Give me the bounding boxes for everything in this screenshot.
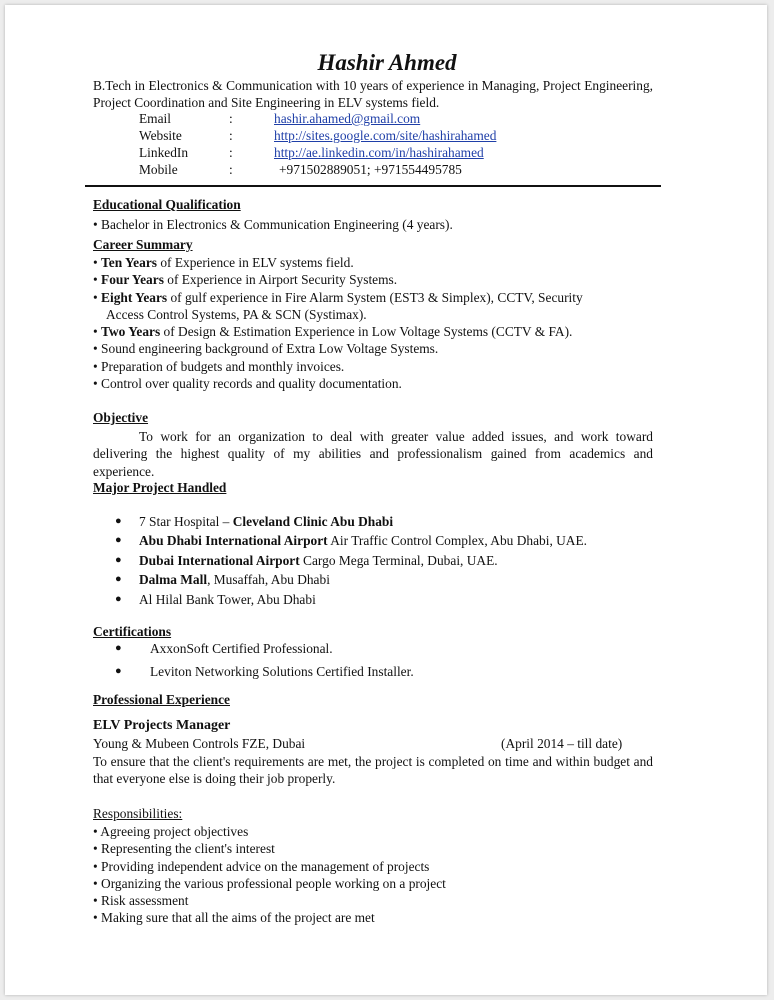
linkedin-link[interactable]: http://ae.linkedin.com/in/hashirahamed xyxy=(274,145,484,160)
contact-label: Website xyxy=(139,128,182,143)
list-item: • Representing the client's interest xyxy=(93,841,275,857)
list-item: • Four Years of Experience in Airport Security Systems. xyxy=(93,272,398,288)
employment-period: (April 2014 – till date) xyxy=(501,736,623,751)
candidate-name: Hashir Ahmed xyxy=(317,50,457,75)
list-item: • Preparation of budgets and monthly invoices. xyxy=(93,358,345,374)
contact-linkedin xyxy=(139,145,619,162)
list-item: • Two Years of Design & Estimation Experience in Low Voltage Systems (CCTV & FA). xyxy=(93,324,573,340)
objective-text: To work for an organization to deal with greater value added issues, and work toward delivering the highest quality of my abilities and professionalism gained from academics and experience. xyxy=(93,429,653,479)
bullet-icon: ● xyxy=(115,553,122,566)
contact-label: LinkedIn xyxy=(139,145,189,160)
section-heading-education: Educational Qualification xyxy=(93,197,241,212)
career-list xyxy=(93,254,653,392)
list-item-continuation: Access Control Systems, PA & SCN (Systimax). xyxy=(106,306,367,322)
list-item: • Making sure that all the aims of the project are met xyxy=(93,910,375,926)
list-item: • Organizing the various professional people working on a project xyxy=(93,875,446,891)
company-name: Young & Mubeen Controls FZE, Dubai xyxy=(93,736,306,751)
contact-email xyxy=(139,111,619,128)
header-divider xyxy=(85,185,661,187)
list-item: • Providing independent advice on the management of projects xyxy=(93,858,430,874)
contact-separator: : xyxy=(229,111,233,126)
job-title: ELV Projects Manager xyxy=(93,718,231,733)
education-list xyxy=(93,216,653,233)
responsibilities-list xyxy=(93,823,653,927)
job-description: To ensure that the client's requirements are met, the project is completed on time and within budget and that everyone else is doing their job properly. xyxy=(93,754,653,787)
section-heading-objective: Objective xyxy=(93,410,149,425)
list-item: • Sound engineering background of Extra Low Voltage Systems. xyxy=(93,341,439,357)
bullet-icon: ● xyxy=(115,534,122,547)
contact-label: Mobile xyxy=(139,162,178,177)
section-heading-certifications: Certifications xyxy=(93,624,172,639)
list-item: • Bachelor in Electronics & Communication Engineering (4 years). xyxy=(93,217,453,232)
list-item: • Ten Years of Experience in ELV systems field. xyxy=(93,255,354,270)
contact-website xyxy=(139,128,619,145)
mobile-number: +971502889051; +971554495785 xyxy=(279,162,462,177)
bullet-icon: ● xyxy=(115,573,122,586)
list-item: • Control over quality records and quality documentation. xyxy=(93,376,402,392)
responsibilities-heading: Responsibilities: xyxy=(93,806,183,821)
bullet-icon: ● xyxy=(115,642,122,654)
bullet-icon: ● xyxy=(115,515,122,527)
list-item: • Agreeing project objectives xyxy=(93,824,249,839)
contact-mobile xyxy=(139,162,619,179)
list-item: • Eight Years of gulf experience in Fire Alarm System (EST3 & Simplex), CCTV, Security xyxy=(93,289,583,305)
contact-block xyxy=(139,111,619,179)
website-link[interactable]: http://sites.google.com/site/hashirahamed xyxy=(274,128,497,143)
section-heading-projects: Major Project Handled xyxy=(93,480,227,495)
contact-separator: : xyxy=(229,128,233,143)
contact-label: Email xyxy=(139,111,171,126)
contact-separator: : xyxy=(229,145,233,160)
contact-separator: : xyxy=(229,162,233,177)
list-item: • Risk assessment xyxy=(93,893,189,909)
profile-summary: B.Tech in Electronics & Communication with 10 years of experience in Managing, Project Engineering, Project Coordination and Site Engineering in ELV systems field. xyxy=(93,78,653,110)
bullet-icon: ● xyxy=(115,665,122,677)
section-heading-career: Career Summary xyxy=(93,237,193,252)
section-heading-experience: Professional Experience xyxy=(93,692,230,707)
email-link[interactable]: hashir.ahamed@gmail.com xyxy=(274,111,421,126)
bullet-icon: ● xyxy=(115,592,122,605)
